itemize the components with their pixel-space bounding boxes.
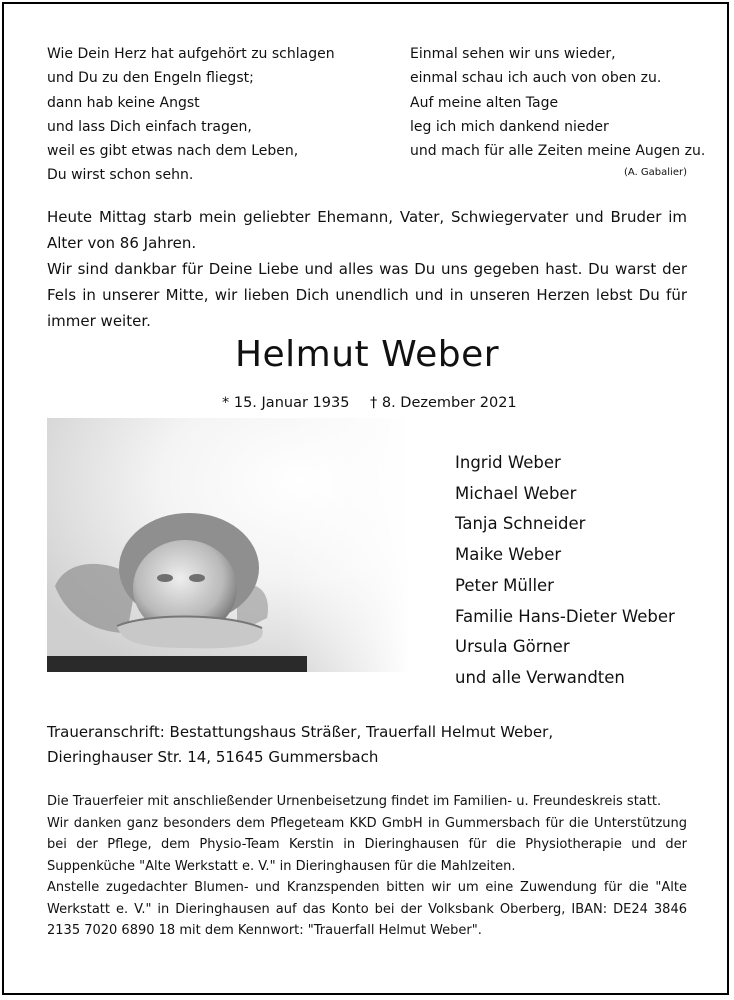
- poem-line: Du wirst schon sehn.: [47, 167, 194, 184]
- poem-line: und lass Dich einfach tragen,: [47, 118, 252, 135]
- poem-line: und Du zu den Engeln fliegst;: [47, 70, 254, 87]
- poem-right: [410, 42, 705, 163]
- mourner-name: Michael Weber: [455, 483, 577, 503]
- intro-text: [47, 204, 687, 334]
- poem-line: Auf meine alten Tage: [410, 94, 559, 111]
- address-line: Dieringhauser Str. 14, 51645 Gummersbach: [47, 748, 379, 766]
- mourner-name: Tanja Schneider: [455, 514, 586, 534]
- mourner-name: Maike Weber: [455, 545, 562, 565]
- mourning-address: [47, 720, 553, 770]
- mourner-name: Ingrid Weber: [455, 453, 561, 472]
- closing-paragraph: Wir danken ganz besonders dem Pflegeteam KKD GmbH in Gummersbach für die Unterstützung bei der Pflege, dem Physio-Team Kerstin in Dieringhausen für die Physiotherapie und der Suppenküche "Alte Werkstatt e. V." in Dieringhausen für die Mahlzeiten.: [47, 815, 687, 874]
- mourner-name: Familie Hans-Dieter Weber: [455, 606, 675, 626]
- mourner-name: und alle Verwandten: [455, 667, 625, 687]
- poem-author: (A. Gabalier): [624, 167, 687, 178]
- cherub-image: [47, 418, 410, 672]
- closing-paragraph: Die Trauerfeier mit anschließender Urnenbeisetzung findet im Familien- u. Freundeskreis statt.: [47, 794, 662, 809]
- intro-paragraph: Heute Mittag starb mein geliebter Ehemann, Vater, Schwiegervater und Bruder im Alter von 86 Jahren.: [47, 208, 687, 252]
- poem-line: dann hab keine Angst: [47, 94, 200, 111]
- mourners-list: [455, 448, 675, 694]
- address-line: Traueranschrift: Bestattungshaus Sträßer, Trauerfall Helmut Weber,: [47, 723, 554, 741]
- poem-line: weil es gibt etwas nach dem Leben,: [47, 143, 299, 160]
- deceased-name: Helmut Weber: [234, 334, 500, 375]
- poem-line: Einmal sehen wir uns wieder,: [410, 46, 616, 62]
- poem-line: und mach für alle Zeiten meine Augen zu.: [410, 143, 706, 160]
- poem-line: Wie Dein Herz hat aufgehört zu schlagen: [47, 46, 335, 62]
- mourner-name: Peter Müller: [455, 575, 554, 595]
- birth-date: * 15. Januar 1935: [222, 395, 350, 411]
- closing-paragraph: Anstelle zugedachter Blumen- und Kranzspenden bitten wir um eine Zuwendung für die "Alte Werkstatt e. V." in Dieringhausen auf das Konto bei der Volksbank Oberberg, IBAN: DE24 3846 2135 7020 6890 18 mit dem Kennwort: "Trauerfall Helmut Weber".: [47, 880, 687, 938]
- closing-text: [47, 791, 687, 942]
- poem-line: leg ich mich dankend nieder: [410, 118, 609, 135]
- mourner-name: Ursula Görner: [455, 637, 570, 657]
- poem-line: einmal schau ich auch von oben zu.: [410, 70, 662, 87]
- poem-left: [47, 42, 335, 188]
- intro-paragraph: Wir sind dankbar für Deine Liebe und alles was Du uns gegeben hast. Du warst der Fels in unserer Mitte, wir lieben Dich unendlich und in unseren Herzen lebst Du für immer weiter.: [47, 260, 687, 330]
- death-date: † 8. Dezember 2021: [370, 395, 517, 411]
